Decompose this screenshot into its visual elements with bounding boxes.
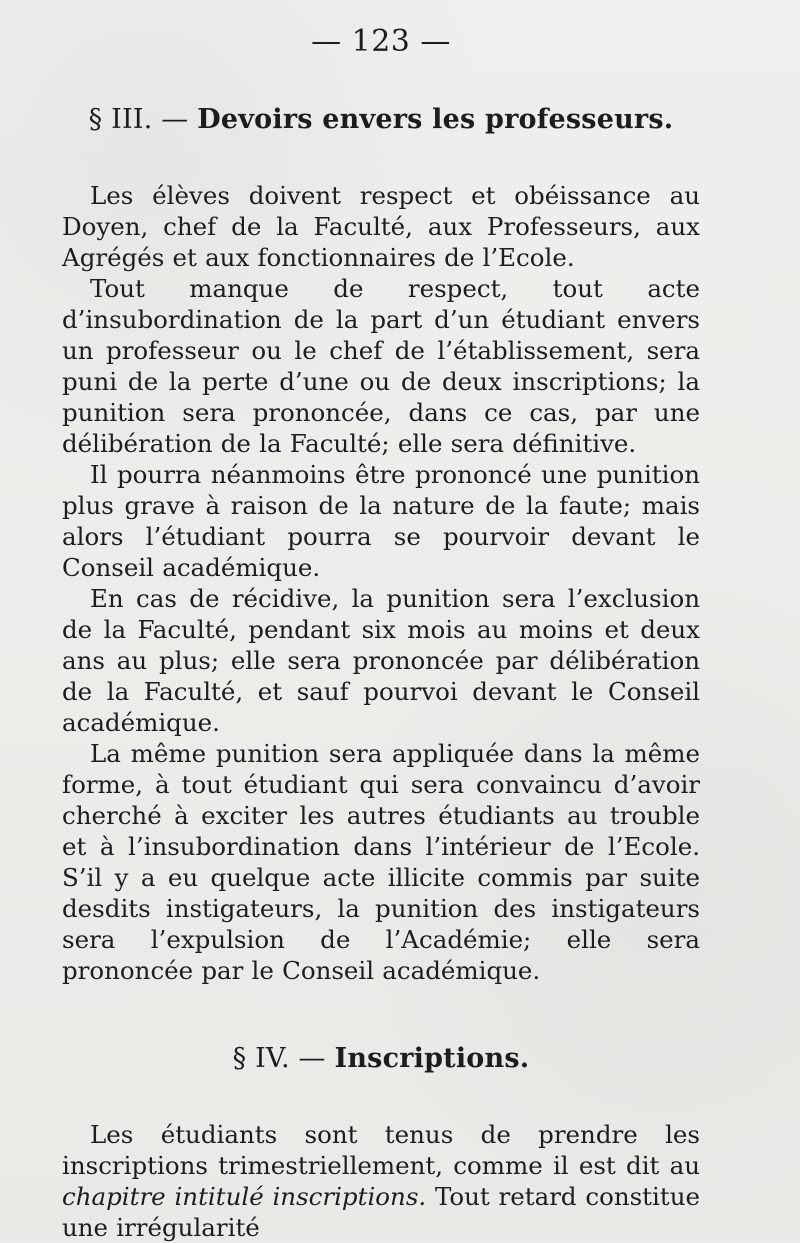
section-iii-paragraph-3: Il pourra néanmoins être prononcé une punition plus grave à raison de la nature de la faute; mais alors l’étudiant pourra se pourvoir devant le Conseil académique. [62,460,700,582]
section-iii-paragraph-4: En cas de récidive, la punition sera l’exclusion de la Faculté, pendant six mois au moins et deux ans au plus; elle sera prononcée par délibération de la Faculté, et sauf pourvoi devant le Conseil académique. [62,584,700,737]
section-iii-paragraph-2: Tout manque de respect, tout acte d’insubordination de la part d’un étudiant envers un professeur ou le chef de l’établissement, sera puni de la perte d’une ou de deux inscriptions; la punition sera prononcée, dans ce cas, par une délibération de la Faculté; elle sera définitive. [62,274,700,458]
section-iv-title [62,1041,700,1077]
section-iii-heading: Devoirs envers les professeurs. [197,104,674,135]
section-iv-paragraph-1 [62,1119,700,1243]
section-iii-paragraph-1: Les élèves doivent respect et obéissance au Doyen, chef de la Faculté, aux Professeurs, aux Agrégés et aux fonctionnaires de l’Ecole. [62,181,700,272]
section-iv-heading: Inscriptions. [334,1043,530,1074]
section-iii-paragraph-5: La même punition sera appliquée dans la même forme, à tout étudiant qui sera convaincu d’avoir cherché à exciter les autres étudiants au trouble et à l’insubordination dans l’intérieur de l’Ecole. S’il y a eu quelque acte illicite commis par suite desdits instigateurs, la punition des instigateurs sera l’expulsion de l’Académie; elle sera prononcée par le Conseil académique. [62,739,700,985]
section-iv-paragraph-text-after-italic: Tout retard constitue une irrégularité [62,1182,700,1242]
section-iv-number: § IV. — [232,1043,326,1074]
page-number: — 123 — [311,24,451,59]
section-iv-paragraph-text-before-italic: Les étudiants sont tenus de prendre les inscriptions trimestriellement, comme il est dit au [62,1120,700,1180]
section-iv-paragraph-italic-text: chapitre intitulé inscriptions. [62,1182,427,1211]
section-iii-title [62,102,700,138]
section-iii-number: § III. — [88,104,189,135]
